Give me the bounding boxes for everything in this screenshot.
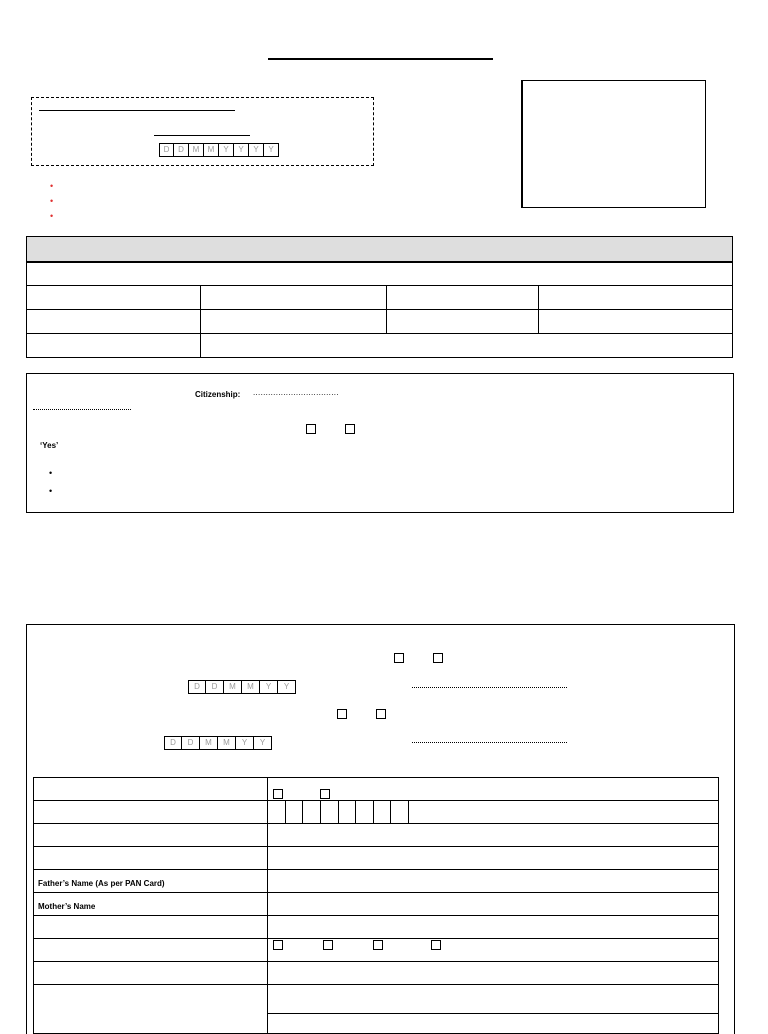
option-checkbox[interactable] [337, 709, 347, 719]
table-cell[interactable] [539, 286, 733, 310]
option-checkbox[interactable] [320, 789, 330, 799]
fathers-name-field[interactable] [268, 870, 719, 893]
date-cell: Y [236, 736, 254, 750]
citizenship-continuation-line[interactable] [33, 409, 131, 410]
date-cell: D [159, 143, 174, 157]
option-checkbox[interactable] [273, 789, 283, 799]
date-cell: Y [260, 680, 278, 694]
date-cell: D [206, 680, 224, 694]
list-bullet: • [49, 486, 53, 496]
yes-checkbox[interactable] [306, 424, 316, 434]
table-cell[interactable] [268, 847, 719, 870]
table-cell [34, 824, 268, 847]
table-cell[interactable] [201, 310, 387, 334]
citizenship-box [26, 373, 734, 513]
table-cell[interactable] [268, 824, 719, 847]
table-cell[interactable] [387, 310, 539, 334]
date-cell: Y [249, 143, 264, 157]
application-info-box [31, 97, 374, 166]
option-checkbox[interactable] [376, 709, 386, 719]
instruction-bullet: • [50, 181, 54, 191]
table-cell [34, 985, 268, 1034]
date-cell: Y [219, 143, 234, 157]
table-cell[interactable] [201, 334, 733, 358]
citizenship-label: Citizenship: [195, 390, 241, 399]
date-cell: D [188, 680, 206, 694]
table-cell [34, 801, 268, 824]
table-cell[interactable] [27, 310, 201, 334]
section-header [26, 236, 733, 263]
application-date-field[interactable] [159, 143, 279, 157]
table-cell[interactable] [268, 962, 719, 985]
date-cell: M [204, 143, 219, 157]
date-cell: Y [254, 736, 272, 750]
dotted-entry-line[interactable] [412, 687, 567, 688]
option-checkbox[interactable] [273, 940, 283, 950]
date-cell: M [242, 680, 260, 694]
mothers-name-field[interactable] [268, 893, 719, 916]
date-cell: D [174, 143, 189, 157]
date-cell: D [182, 736, 200, 750]
second-date-field[interactable] [164, 736, 272, 750]
date-cell: Y [278, 680, 296, 694]
table-cell[interactable] [387, 286, 539, 310]
date-cell: M [189, 143, 204, 157]
option-checkbox[interactable] [433, 653, 443, 663]
table-cell[interactable] [268, 916, 719, 939]
option-checkbox[interactable] [373, 940, 383, 950]
table-cell [34, 870, 268, 893]
photograph-box[interactable] [521, 80, 706, 208]
table-cell [34, 893, 268, 916]
date-cell: Y [264, 143, 279, 157]
application-date-line [154, 135, 250, 136]
table-cell [34, 962, 268, 985]
date-cell: M [224, 680, 242, 694]
table-cell [268, 939, 719, 962]
form-title-rule [268, 58, 493, 60]
applicant-name-table [26, 262, 733, 358]
instruction-bullet: • [50, 196, 54, 206]
yes-label: ‘Yes’ [40, 441, 59, 450]
list-bullet: • [49, 468, 53, 478]
personal-details-table [33, 777, 719, 1034]
table-cell [268, 801, 719, 824]
option-checkbox[interactable] [431, 940, 441, 950]
table-cell[interactable] [201, 286, 387, 310]
date-of-birth-field[interactable] [188, 680, 296, 694]
table-cell[interactable] [27, 334, 201, 358]
dotted-entry-line[interactable] [412, 742, 567, 743]
option-checkbox[interactable] [323, 940, 333, 950]
date-cell: D [164, 736, 182, 750]
date-cell: M [200, 736, 218, 750]
citizenship-field[interactable]: .................................. [253, 388, 339, 397]
date-cell: M [218, 736, 236, 750]
mothers-name-label: Mother’s Name [38, 902, 96, 911]
instruction-bullet: • [50, 211, 54, 221]
table-cell [34, 916, 268, 939]
table-cell [268, 778, 719, 801]
date-cell: Y [234, 143, 249, 157]
segmented-entry-field[interactable] [268, 801, 409, 823]
table-cell[interactable] [27, 286, 201, 310]
option-checkbox[interactable] [394, 653, 404, 663]
table-cell [34, 939, 268, 962]
table-cell [34, 847, 268, 870]
table-cell[interactable] [27, 263, 733, 286]
fathers-name-label: Father’s Name (As per PAN Card) [38, 879, 165, 888]
application-number-line [39, 110, 235, 111]
table-cell [34, 778, 268, 801]
table-cell[interactable] [539, 310, 733, 334]
table-cell[interactable] [268, 985, 719, 1014]
no-checkbox[interactable] [345, 424, 355, 434]
